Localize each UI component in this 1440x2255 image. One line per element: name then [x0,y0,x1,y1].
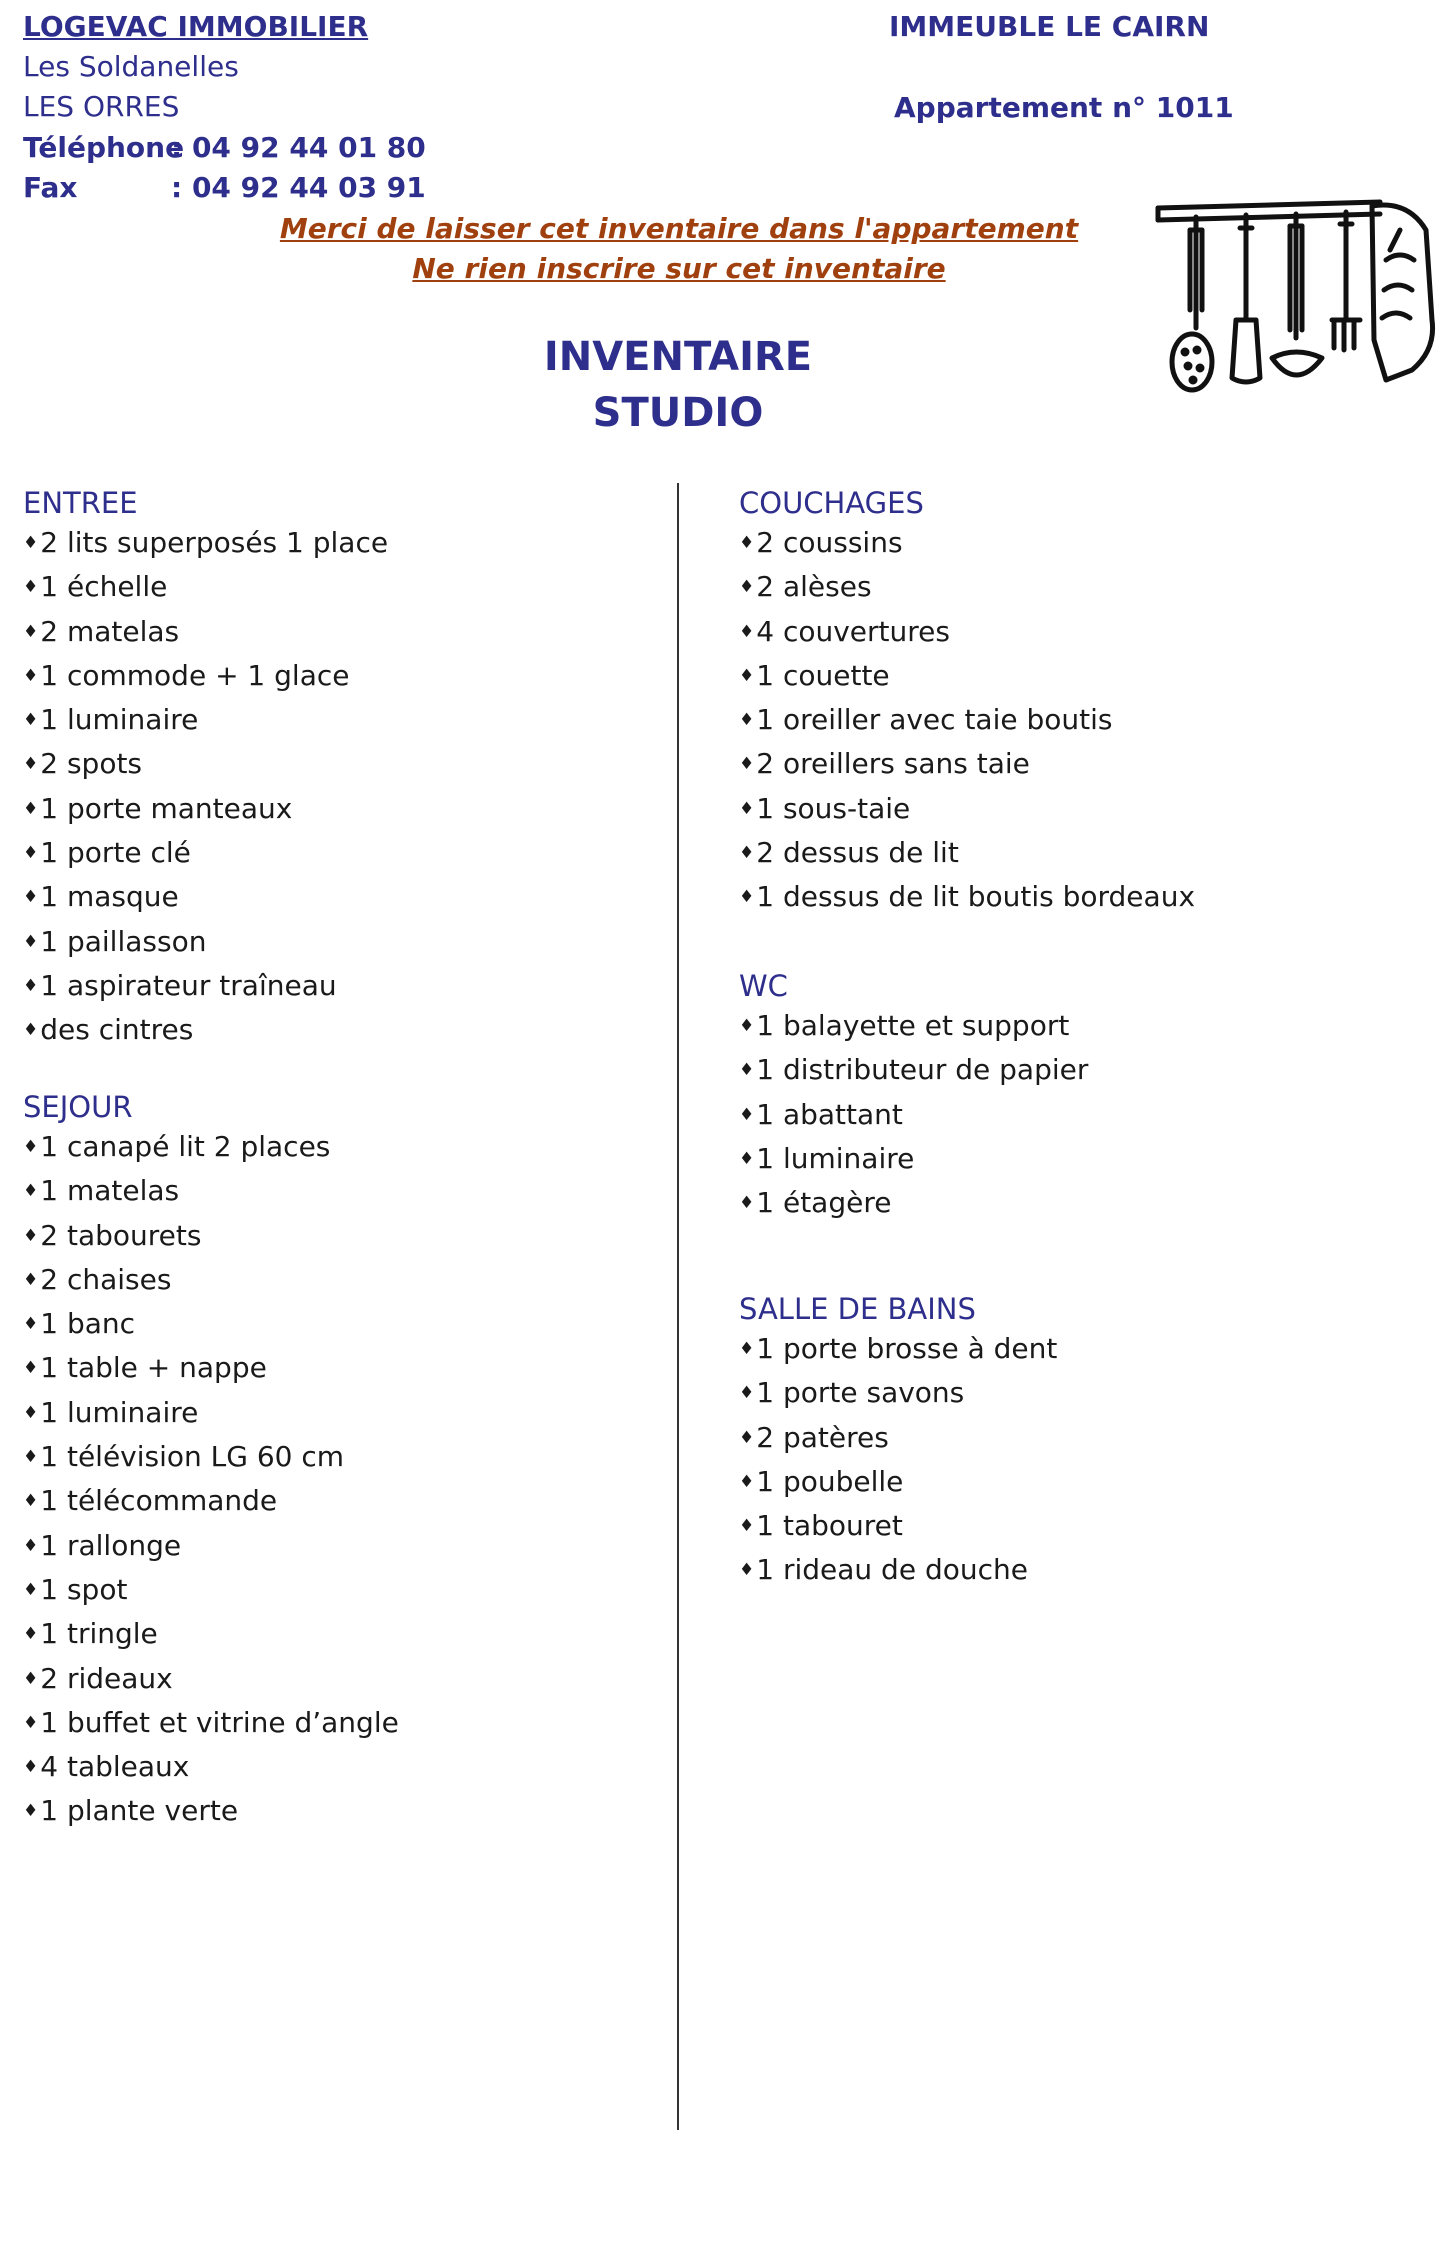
list-item: ♦ 4 tableaux [23,1747,399,1791]
section-title-entree: ENTREE [23,486,138,520]
list-item: ♦ 1 luminaire [739,1139,1088,1183]
list-item: ♦ 1 table + nappe [23,1348,399,1392]
column-divider [677,483,679,2130]
list-item: ♦ 2 chaises [23,1260,399,1304]
list-item: ♦ 2 alèses [739,567,1195,611]
list-item: ♦ 2 dessus de lit [739,833,1195,877]
section-title-couchages: COUCHAGES [739,486,924,520]
list-item: ♦ 1 porte brosse à dent [739,1329,1057,1373]
left-column-lower [23,1087,399,1836]
page-subtitle: STUDIO [592,390,764,436]
list-item: ♦ 1 échelle [23,567,388,611]
kitchen-utensils-icon [1150,190,1440,400]
list-item: ♦ 1 poubelle [739,1462,1057,1506]
list-item: ♦ 2 lits superposés 1 place [23,523,388,567]
notice-line-2: Ne rien inscrire sur cet inventaire [412,252,946,285]
list-item: ♦ 1 masque [23,877,388,921]
list-item: ♦ 1 aspirateur traîneau [23,966,388,1010]
right-column-wc [739,966,1088,1227]
section-wc [739,966,1088,1227]
fax-value: : 04 92 44 03 91 [171,171,426,204]
section-title-salle-de-bains: SALLE DE BAINS [739,1292,976,1326]
list-item: ♦ 1 télécommande [23,1481,399,1525]
list-item: ♦ 1 porte manteaux [23,789,388,833]
notice-line-1: Merci de laisser cet inventaire dans l'appartement [279,212,1079,245]
section-title-sejour: SEJOUR [23,1090,133,1124]
list-item: ♦ 1 sous-taie [739,789,1195,833]
list-item: ♦ 1 porte savons [739,1373,1057,1417]
section-salle-de-bains [739,1289,1057,1595]
list-item: ♦ 1 rideau de douche [739,1550,1057,1594]
right-column-bath [739,1289,1057,1595]
list-item: ♦ 2 spots [23,744,388,788]
building-name: IMMEUBLE LE CAIRN [889,10,1210,43]
fax-label: Fax [23,171,78,204]
address-line-2: LES ORRES [23,90,180,123]
page-title: INVENTAIRE [543,334,813,380]
apartment-number: Appartement n° 1011 [894,91,1234,124]
list-item: ♦ 1 distributeur de papier [739,1050,1088,1094]
list-item: ♦ 1 banc [23,1304,399,1348]
phone-label: Téléphone [23,131,185,164]
list-item: ♦ 2 tabourets [23,1216,399,1260]
list-item: ♦ 1 spot [23,1570,399,1614]
phone-row [23,128,426,168]
fax-row [23,168,426,208]
list-item: ♦ 1 tringle [23,1614,399,1658]
list-item: ♦ 1 luminaire [23,700,388,744]
address-line-1: Les Soldanelles [23,50,239,83]
company-name: LOGEVAC IMMOBILIER [23,10,369,43]
list-item: ♦ 2 coussins [739,523,1195,567]
phone-value: : 04 92 44 01 80 [171,131,426,164]
list-item: ♦ 2 patères [739,1418,1057,1462]
left-column [23,483,388,1055]
right-column [739,483,1195,922]
section-sejour [23,1087,399,1836]
list-item: ♦ 2 oreillers sans taie [739,744,1195,788]
list-item: ♦ 1 luminaire [23,1393,399,1437]
list-item: ♦ 1 matelas [23,1171,399,1215]
list-item: ♦ 1 commode + 1 glace [23,656,388,700]
section-entree [23,483,388,1055]
list-item: ♦ 1 canapé lit 2 places [23,1127,399,1171]
list-item: ♦ 1 tabouret [739,1506,1057,1550]
list-item: ♦ 1 rallonge [23,1526,399,1570]
list-item: ♦ 1 télévision LG 60 cm [23,1437,399,1481]
list-item: ♦ 1 porte clé [23,833,388,877]
list-item: ♦ 1 balayette et support [739,1006,1088,1050]
list-item: ♦ 2 matelas [23,612,388,656]
list-item: ♦ 1 paillasson [23,922,388,966]
list-item: ♦ des cintres [23,1010,388,1054]
list-item: ♦ 1 abattant [739,1095,1088,1139]
list-item: ♦ 1 dessus de lit boutis bordeaux [739,877,1195,921]
section-title-wc: WC [739,969,788,1003]
list-item: ♦ 1 étagère [739,1183,1088,1227]
list-item: ♦ 1 plante verte [23,1791,399,1835]
list-item: ♦ 1 buffet et vitrine d’angle [23,1703,399,1747]
list-item: ♦ 2 rideaux [23,1659,399,1703]
list-item: ♦ 1 couette [739,656,1195,700]
list-item: ♦ 1 oreiller avec taie boutis [739,700,1195,744]
section-couchages [739,483,1195,922]
list-item: ♦ 4 couvertures [739,612,1195,656]
